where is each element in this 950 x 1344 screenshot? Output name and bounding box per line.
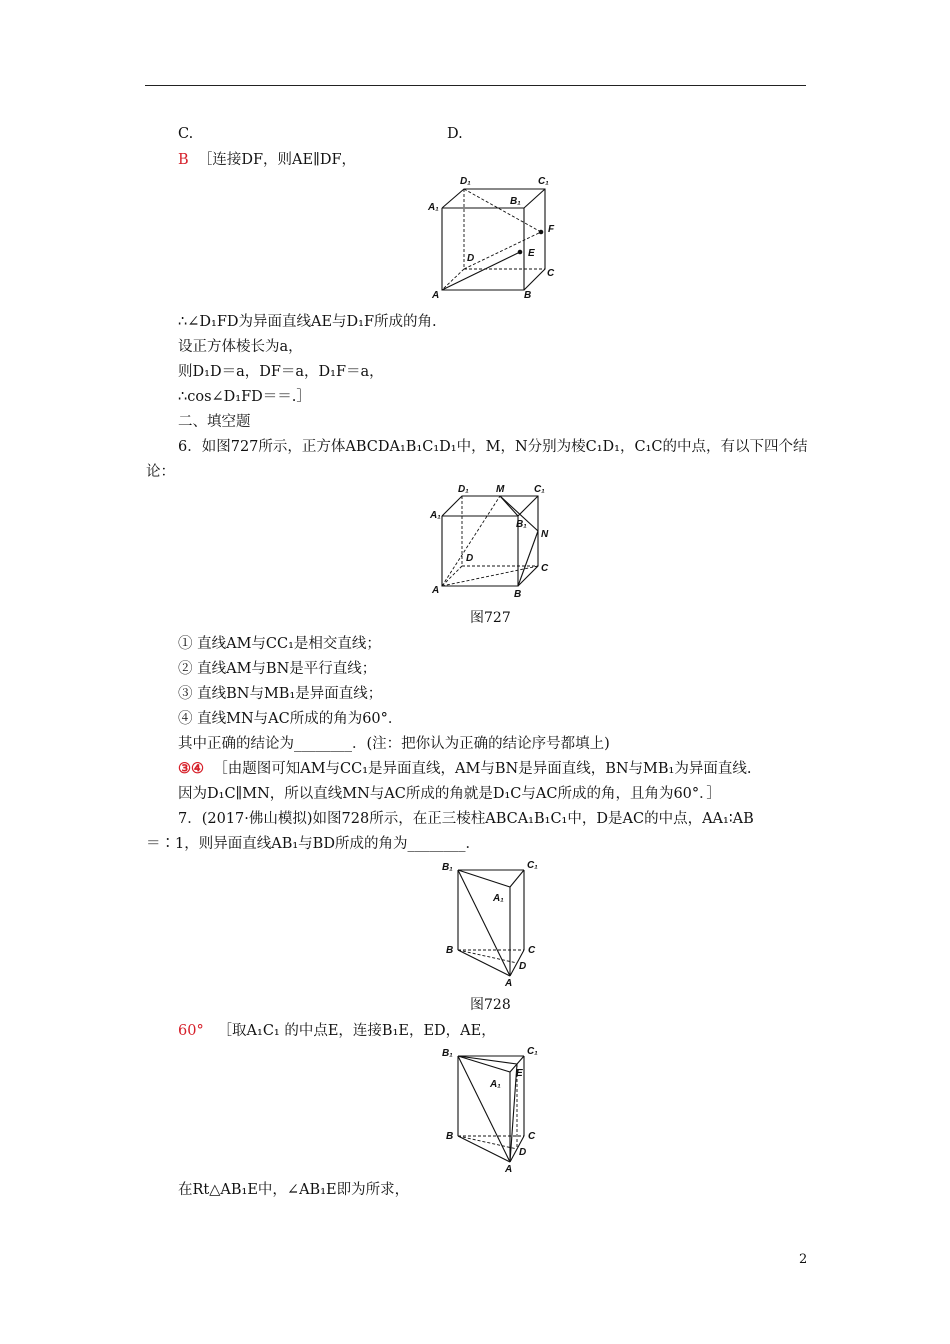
- label-a1: A₁: [493, 893, 504, 904]
- point-f: [539, 230, 544, 235]
- answer-letter: B: [178, 152, 189, 168]
- page-number: 2: [799, 1252, 808, 1267]
- section-heading: 二、填空题: [178, 414, 251, 430]
- label-e: E: [528, 248, 535, 259]
- q6-prompt: 其中正确的结论为________．(注：把你认为正确的结论序号都填上): [178, 736, 610, 752]
- answer-5: [178, 150, 356, 170]
- cube-top-right-edges: [442, 189, 545, 290]
- q7-stem-1: 7．(2017·佛山模拟)如图728所示，在正三棱柱ABCA₁B₁C₁中，D是AC的中点，AA₁∶AB: [178, 811, 754, 827]
- figure-caption-727: 图727: [470, 610, 511, 626]
- label-d: D: [519, 1147, 527, 1158]
- statement-1: ① 直线AM与CC₁是相交直线；: [178, 636, 381, 652]
- label-c1: C₁: [534, 484, 545, 495]
- label-a1: A₁: [428, 202, 439, 213]
- label-b: B: [524, 290, 532, 300]
- cube-front-face: [442, 208, 524, 290]
- segment-bn: [518, 531, 538, 586]
- proof-line-4: ∴cos∠D₁FD＝＝.］: [178, 389, 311, 405]
- header-rule: [145, 85, 806, 86]
- q7-stem-2: ＝∶1，则异面直线AB₁与BD所成的角为________．: [146, 836, 480, 852]
- label-f: F: [548, 224, 555, 235]
- q6-answer-mark: ③④: [178, 760, 204, 777]
- label-c: C: [547, 268, 555, 279]
- q6-answer-text: ［由题图可知AM与CC₁是异面直线，AM与BN是异面直线，BN与MB₁为异面直线.: [213, 761, 752, 777]
- label-b1: B₁: [510, 196, 521, 207]
- prism-figure-solution: [440, 1044, 550, 1174]
- proof-line-3: 则D₁D＝a，DF＝a，D₁F＝a，: [178, 364, 384, 380]
- q7-answer: [178, 1021, 496, 1041]
- option-c: C.: [178, 126, 194, 142]
- label-a1: A₁: [430, 510, 441, 521]
- label-n: N: [541, 529, 549, 540]
- label-a: A: [432, 290, 440, 300]
- label-c1: C₁: [527, 1046, 538, 1057]
- label-c: C: [528, 1131, 536, 1142]
- label-m: M: [496, 484, 505, 495]
- q6-answer-cont: 因为D₁C∥MN，所以直线MN与AC所成的角就是D₁C与AC所成的角，且角为60°．］: [178, 786, 721, 802]
- label-a: A: [505, 1164, 513, 1174]
- label-d: D: [467, 253, 475, 264]
- label-e: E: [516, 1068, 523, 1079]
- statement-4: ④ 直线MN与AC所成的角为60°．: [178, 711, 403, 727]
- point-e: [518, 250, 523, 255]
- q7-final-line: 在Rt△AB₁E中，∠AB₁E即为所求，: [178, 1182, 410, 1198]
- segment-am: [442, 496, 500, 586]
- label-c1: C₁: [527, 860, 538, 871]
- label-d1: D₁: [460, 176, 471, 187]
- answer-text: ［连接DF，则AE∥DF，: [197, 152, 357, 168]
- segment-b1e: [458, 1056, 517, 1064]
- proof-line-2: 设正方体棱长为a，: [178, 339, 303, 355]
- option-d: D.: [447, 126, 463, 142]
- label-d1: D₁: [458, 484, 469, 495]
- label-b1: B₁: [442, 1048, 453, 1059]
- label-b1: B₁: [442, 862, 453, 873]
- label-b: B: [446, 1131, 454, 1142]
- label-b: B: [446, 945, 454, 956]
- statement-2: ② 直线AM与BN是平行直线；: [178, 661, 377, 677]
- q6-stem-1: 6．如图727所示，正方体ABCDA₁B₁C₁D₁中，M，N分别为棱C₁D₁，C₁C的中点，有以下四个结: [178, 439, 808, 455]
- q6-answer: [178, 759, 751, 779]
- label-b: B: [514, 589, 522, 600]
- cube-figure-1: [420, 172, 565, 300]
- cube-figure-727: [420, 483, 565, 603]
- label-d: D: [519, 961, 527, 972]
- label-a: A: [432, 585, 440, 596]
- label-a1: A₁: [490, 1079, 501, 1090]
- statement-3: ③ 直线BN与MB₁是异面直线；: [178, 686, 383, 702]
- proof-line-1: ∴∠D₁FD为异面直线AE与D₁F所成的角.: [178, 314, 437, 330]
- q7-answer-text: ［取A₁C₁ 的中点E，连接B₁E，ED，AE，: [217, 1023, 496, 1039]
- segment-ae: [442, 252, 520, 290]
- q6-stem-2: 论：: [146, 464, 175, 480]
- label-d: D: [466, 553, 474, 564]
- segment-bd: [458, 950, 517, 963]
- prism-figure-728: [440, 856, 550, 988]
- label-c: C: [541, 563, 549, 574]
- label-a: A: [505, 978, 513, 988]
- figure-caption-728: 图728: [470, 997, 511, 1013]
- q7-answer-mark: 60°: [178, 1023, 204, 1039]
- label-b1: B₁: [516, 519, 527, 530]
- label-c1: C₁: [538, 176, 549, 187]
- label-c: C: [528, 945, 536, 956]
